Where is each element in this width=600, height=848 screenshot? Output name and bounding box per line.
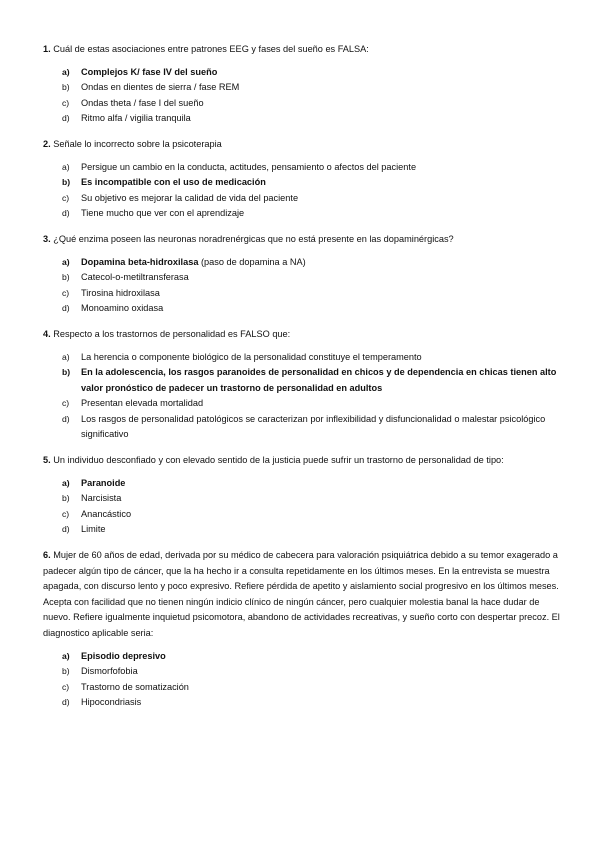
option-label: En la adolescencia, los rasgos paranoides de personalidad en chicos y de dependencia en chicas tienen alto valor pronóstico de padecer un trastorno de personalidad en adultos [81,367,557,393]
question-4 [43,327,563,343]
option-label: Tiene mucho que ver con el aprendizaje [81,208,245,219]
question-text: Señale lo incorrecto sobre la psicoterapia [53,138,222,149]
option-letter: c) [62,97,70,108]
option-text [81,111,563,127]
option-letter: b) [62,177,71,188]
question-6 [43,548,563,642]
option-letter: b) [62,493,70,504]
option-text [81,301,563,317]
exam-content [43,42,563,721]
option-d [43,301,563,317]
option-text [81,664,563,680]
option-letter: d) [62,113,70,124]
question-number: 6. [43,550,51,561]
option-label: Dopamina beta-hidroxilasa [81,256,199,267]
option-c [43,680,563,696]
option-label: Catecol-o-metiltransferasa [81,272,189,283]
option-letter: b) [62,666,70,677]
option-b [43,365,563,396]
option-c [43,286,563,302]
option-letter: d) [62,697,70,708]
options-list [43,255,563,317]
option-a [43,65,563,81]
option-text [81,65,563,81]
option-letter: c) [62,287,70,298]
option-label: Persigue un cambio en la conducta, actitudes, pensamiento o afectos del paciente [81,161,417,172]
option-b [43,175,563,191]
option-text [81,270,563,286]
option-letter: c) [62,192,70,203]
option-text [81,507,563,523]
option-b [43,491,563,507]
option-text [81,522,563,538]
option-letter: a) [62,477,70,488]
options-list [43,649,563,711]
option-text [81,175,563,191]
option-d [43,412,563,443]
question-3 [43,232,563,248]
option-label: Dismorfofobia [81,666,138,677]
option-a [43,350,563,366]
question-number: 4. [43,328,51,339]
option-text [81,255,563,271]
option-letter: d) [62,413,70,424]
option-label: Paranoide [81,477,126,488]
option-label: Anancástico [81,508,132,519]
options-list [43,65,563,127]
option-letter: b) [62,367,71,378]
question-number: 3. [43,233,51,244]
option-letter: b) [62,82,70,93]
option-label: Es incompatible con el uso de medicación [81,177,266,188]
option-a [43,255,563,271]
option-label: Los rasgos de personalidad patológicos se caracterizan por inflexibilidad y disfuncionalidad o malestar psicológico significativo [81,413,546,440]
option-letter: d) [62,208,70,219]
option-letter: d) [62,524,70,535]
option-c [43,96,563,112]
question-number: 2. [43,138,51,149]
option-text [81,412,563,443]
option-label: Episodio depresivo [81,650,166,661]
option-text [81,396,563,412]
option-label: Trastorno de somatización [81,681,189,692]
option-label: Presentan elevada mortalidad [81,398,204,409]
option-text [81,680,563,696]
option-d [43,111,563,127]
option-letter: a) [62,66,70,77]
option-letter: c) [62,398,70,409]
option-text [81,649,563,665]
question-number: 1. [43,44,51,54]
option-label: Ondas theta / fase I del sueño [81,97,204,108]
option-label: Tirosina hidroxilasa [81,287,160,298]
option-text [81,365,563,396]
option-b [43,664,563,680]
option-d [43,522,563,538]
option-label: Limite [81,524,106,535]
option-text [81,80,563,96]
option-label: Narcisista [81,493,122,504]
option-c [43,191,563,207]
option-label: Hipocondriasis [81,697,142,708]
option-note: (paso de dopamina a NA) [198,256,306,267]
option-label: Su objetivo es mejorar la calidad de vida del paciente [81,192,299,203]
option-letter: c) [62,508,70,519]
option-label: Ritmo alfa / vigilia tranquila [81,113,191,124]
option-letter: a) [62,650,70,661]
question-1 [43,42,563,58]
option-d [43,695,563,711]
question-number: 5. [43,455,51,466]
option-letter: c) [62,681,70,692]
option-d [43,206,563,222]
options-list [43,350,563,444]
option-text [81,206,563,222]
question-text: Respecto a los trastornos de personalidad es FALSO que: [53,328,291,339]
option-text [81,160,563,176]
option-letter: d) [62,303,70,314]
options-list [43,476,563,538]
option-label: Complejos K/ fase IV del sueño [81,66,218,77]
question-text: Cuál de estas asociaciones entre patrones EEG y fases del sueño es FALSA: [53,44,369,54]
option-letter: b) [62,272,70,283]
option-text [81,476,563,492]
option-label: La herencia o componente biológico de la personalidad constituye el temperamento [81,351,422,362]
question-text: ¿Qué enzima poseen las neuronas noradrenérgicas que no está presente en las dopaminérgicas? [53,233,454,244]
option-text [81,286,563,302]
option-letter: a) [62,161,70,172]
options-list [43,160,563,222]
question-text: Mujer de 60 años de edad, derivada por su médico de cabecera para valoración psiquiátrica debido a su temor exagerado a padecer algún tipo de cáncer, que la ha hecho ir a consulta repetidamente en los últimos meses. En la entrevista se muestra apagada, con discurso lento y poco expresivo. Refiere pérdida de apetito y aislamiento social progresivo en los últimos meses. Acepta con facilidad que no tienen ningún indicio clínico de ningún cáncer, pero cualquier molestia banal la hace dudar de nuevo. Refiere igualmente inquietud psicomotora, abandono de actividades recreativas, y sueño corto con despertar precoz. El diagnostico aplicable seria: [43,550,560,638]
option-letter: a) [62,256,70,267]
option-c [43,396,563,412]
option-a [43,476,563,492]
question-2 [43,137,563,153]
option-text [81,96,563,112]
option-b [43,80,563,96]
option-a [43,160,563,176]
option-b [43,270,563,286]
option-label: Ondas en dientes de sierra / fase REM [81,82,240,93]
option-label: Monoamino oxidasa [81,303,164,314]
question-5 [43,453,563,469]
option-text [81,350,563,366]
option-a [43,649,563,665]
question-text: Un individuo desconfiado y con elevado sentido de la justicia puede sufrir un trastorno de personalidad de tipo: [53,455,504,466]
option-text [81,491,563,507]
option-letter: a) [62,351,70,362]
option-text [81,695,563,711]
option-text [81,191,563,207]
option-c [43,507,563,523]
